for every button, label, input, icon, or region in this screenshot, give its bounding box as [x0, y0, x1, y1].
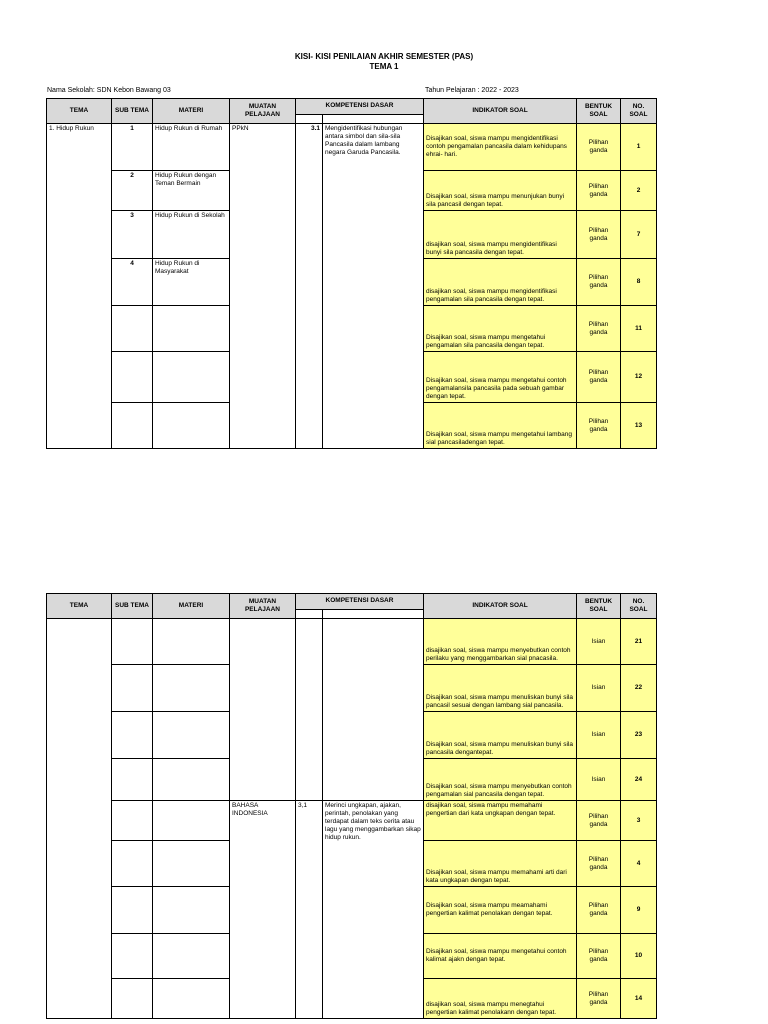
col-no-soal: NO. SOAL — [621, 99, 657, 124]
materi-cell — [153, 801, 230, 841]
kd-sub-header — [323, 609, 424, 618]
bentuk-cell: Pilihan ganda — [577, 934, 621, 979]
bentuk-cell: Isian — [577, 619, 621, 665]
school-name: Nama Sekolah: SDN Kebon Bawang 03 — [47, 87, 171, 94]
col-subtema: SUB TEMA — [112, 594, 153, 619]
school-year: Tahun Pelajaran : 2022 - 2023 — [425, 87, 519, 94]
subtema-cell — [112, 665, 153, 712]
no-soal-cell: 2 — [621, 171, 657, 211]
indikator-cell: disajikan soal, siswa mampu mengidentifikasi pengamalan sila pancasila dengan tepat. — [424, 259, 577, 306]
kd-text-cell: Merinci ungkapan, ajakan, perintah, penolakan yang terdapat dalam teks cerita atau lagu yang menggambarkan sikap hidup rukun. — [323, 801, 424, 1019]
no-soal-cell: 11 — [621, 306, 657, 352]
muatan-cell — [230, 619, 296, 801]
no-soal-cell: 4 — [621, 841, 657, 887]
materi-cell — [153, 934, 230, 979]
bentuk-cell: Isian — [577, 712, 621, 759]
indikator-cell: Disajikan soal, siswa mampu mengetahui lambang sial pancasiladengan tepat. — [424, 403, 577, 449]
col-tema: TEMA — [47, 99, 112, 124]
kd-text-cell — [323, 619, 424, 801]
col-muatan: MUATAN PELAJAAN — [230, 99, 296, 124]
subtema-cell — [112, 759, 153, 801]
subtema-cell — [112, 979, 153, 1019]
bentuk-cell: Pilihan ganda — [577, 887, 621, 934]
no-soal-cell: 8 — [621, 259, 657, 306]
materi-cell: Hidup Rukun di Rumah — [153, 124, 230, 171]
kd-sub-header — [323, 114, 424, 123]
col-kompetensi-dasar: KOMPETENSI DASAR — [296, 594, 424, 610]
col-indikator: INDIKATOR SOAL — [424, 594, 577, 619]
materi-cell — [153, 887, 230, 934]
materi-cell: Hidup Rukun dengan Teman Bermain — [153, 171, 230, 211]
kd-sub-header — [296, 114, 323, 123]
subtema-cell — [112, 712, 153, 759]
indikator-cell: Disajikan soal, siswa mampu mengetahui contoh pengamalansila pancasila pada sebuah gambar dengan tepat. — [424, 352, 577, 403]
bentuk-cell: Pilihan ganda — [577, 171, 621, 211]
indikator-cell: disajikan soal, siswa mampu menyebutkan contoh perilaku yang menggambarkan sial pnacasila. — [424, 619, 577, 665]
col-tema: TEMA — [47, 594, 112, 619]
indikator-cell: Disajikan soal, siswa mampu menunjukan bunyi sila pancasil dengan tepat. — [424, 171, 577, 211]
no-soal-cell: 23 — [621, 712, 657, 759]
no-soal-cell: 13 — [621, 403, 657, 449]
subtema-cell — [112, 841, 153, 887]
bentuk-cell: Isian — [577, 759, 621, 801]
materi-cell — [153, 712, 230, 759]
bentuk-cell: Pilihan ganda — [577, 352, 621, 403]
subtema-cell — [112, 403, 153, 449]
materi-cell — [153, 403, 230, 449]
subtema-cell: 2 — [112, 171, 153, 211]
no-soal-cell: 24 — [621, 759, 657, 801]
col-indikator: INDIKATOR SOAL — [424, 99, 577, 124]
materi-cell — [153, 759, 230, 801]
indikator-cell: Disajikan soal, siswa mampu menyebutkan contoh pengamalan sial pancasila dengan tepat. — [424, 759, 577, 801]
no-soal-cell: 1 — [621, 124, 657, 171]
materi-cell — [153, 841, 230, 887]
subtema-cell: 1 — [112, 124, 153, 171]
indikator-cell: Disajikan soal, siswa mampu mengetahui pengamalan sila pancasila dengan tepat. — [424, 306, 577, 352]
muatan-cell: PPkN — [230, 124, 296, 449]
kd-number-cell: 3.1 — [296, 124, 323, 449]
no-soal-cell: 9 — [621, 887, 657, 934]
subtema-cell — [112, 306, 153, 352]
col-kompetensi-dasar: KOMPETENSI DASAR — [296, 99, 424, 115]
kd-text-cell: Mengidentifikasi hubungan antara simbol dan sila-sila Pancasila dalam lambang negara Garuda Pancasila. — [323, 124, 424, 449]
bentuk-cell: Pilihan ganda — [577, 124, 621, 171]
indikator-cell: disajikan soal, siswa mampu memahami pengertian dari kata ungkapan dengan tepat. — [424, 801, 577, 841]
kisi-table-2 — [46, 593, 657, 1019]
subtema-cell: 3 — [112, 211, 153, 259]
col-subtema: SUB TEMA — [112, 99, 153, 124]
indikator-cell: Disajikan soal, siswa mampu meamahami pengertian kalimat penolakan dengan tepat. — [424, 887, 577, 934]
no-soal-cell: 21 — [621, 619, 657, 665]
indikator-cell: disajikan soal, siswa mampu menegtahui pengertian kalimat penolakann dengan tepat. — [424, 979, 577, 1019]
col-bentuk: BENTUK SOAL — [577, 594, 621, 619]
bentuk-cell: Pilihan ganda — [577, 979, 621, 1019]
subtema-cell — [112, 934, 153, 979]
subtema-cell — [112, 887, 153, 934]
materi-cell: Hidup Rukun di Sekolah — [153, 211, 230, 259]
col-materi: MATERI — [153, 99, 230, 124]
subtema-cell — [112, 619, 153, 665]
table-row — [47, 124, 657, 171]
no-soal-cell: 22 — [621, 665, 657, 712]
kd-number-cell — [296, 619, 323, 801]
col-no-soal: NO. SOAL — [621, 594, 657, 619]
bentuk-cell: Pilihan ganda — [577, 841, 621, 887]
table-row — [47, 619, 657, 665]
no-soal-cell: 7 — [621, 211, 657, 259]
no-soal-cell: 10 — [621, 934, 657, 979]
bentuk-cell: Pilihan ganda — [577, 403, 621, 449]
col-bentuk: BENTUK SOAL — [577, 99, 621, 124]
col-muatan: MUATAN PELAJAAN — [230, 594, 296, 619]
bentuk-cell: Pilihan ganda — [577, 306, 621, 352]
bentuk-cell: Isian — [577, 665, 621, 712]
tema-cell — [47, 619, 112, 1019]
muatan-cell: BAHASA INDONESIA — [230, 801, 296, 1019]
bentuk-cell: Pilihan ganda — [577, 801, 621, 841]
kd-number-cell: 3,1 — [296, 801, 323, 1019]
table-row — [47, 801, 657, 841]
materi-cell — [153, 665, 230, 712]
no-soal-cell: 3 — [621, 801, 657, 841]
no-soal-cell: 14 — [621, 979, 657, 1019]
indikator-cell: disajikan soal, siswa mampu mengidentifikasi bunyi sila pancasila dengan tepat. — [424, 211, 577, 259]
materi-cell — [153, 979, 230, 1019]
document-subtitle: TEMA 1 — [369, 62, 399, 71]
indikator-cell: Disajikan soal, siswa mampu menuliskan bunyi sila pancasil sesuai dengan lambang sial pancasila. — [424, 665, 577, 712]
indikator-cell: Disajikan soal, siswa mampu memahami arti dari kata ungkapan dengan tepat. — [424, 841, 577, 887]
tema-cell: 1. Hidup Rukun — [47, 124, 112, 449]
subtema-cell: 4 — [112, 259, 153, 306]
subtema-cell — [112, 801, 153, 841]
materi-cell — [153, 619, 230, 665]
materi-cell — [153, 352, 230, 403]
no-soal-cell: 12 — [621, 352, 657, 403]
materi-cell: Hidup Rukun di Masyarakat — [153, 259, 230, 306]
indikator-cell: Disajikan soal, siswa mampu menuliskan bunyi sila pancasila dengantepat. — [424, 712, 577, 759]
materi-cell — [153, 306, 230, 352]
bentuk-cell: Pilihan ganda — [577, 259, 621, 306]
document-title: KISI- KISI PENILAIAN AKHIR SEMESTER (PAS) — [294, 52, 474, 61]
subtema-cell — [112, 352, 153, 403]
indikator-cell: Disajikan soal, siswa mampu mengidentifikasi contoh pengamalan pancasila dalam kehidupans ehrai- hari. — [424, 124, 577, 171]
kisi-table-1 — [46, 98, 657, 449]
kd-sub-header — [296, 609, 323, 618]
indikator-cell: Disajikan soal, siswa mampu mengetahui contoh kalimat ajakn dengan tepat. — [424, 934, 577, 979]
col-materi: MATERI — [153, 594, 230, 619]
bentuk-cell: Pilihan ganda — [577, 211, 621, 259]
